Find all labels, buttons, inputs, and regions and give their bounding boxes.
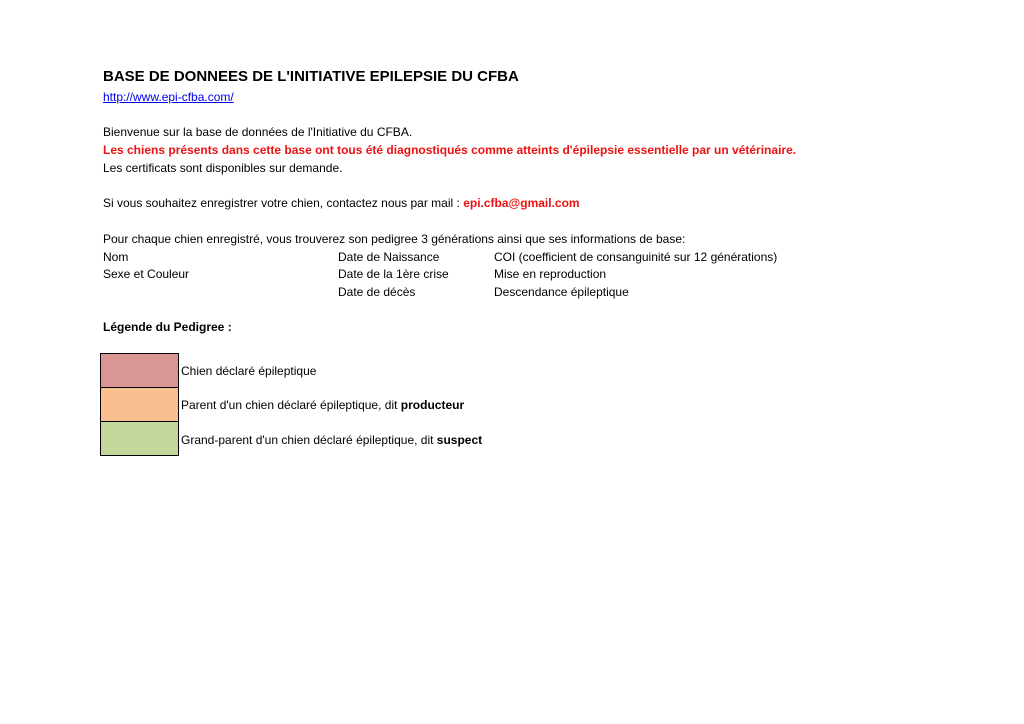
intro-certificates: Les certificats sont disponibles sur demande. — [103, 161, 343, 175]
info-field-name: Nom — [103, 250, 129, 264]
intro-welcome: Bienvenue sur la base de données de l'Initiative du CFBA. — [103, 125, 413, 139]
info-field-birth-date: Date de Naissance — [338, 250, 440, 264]
page-title: BASE DE DONNEES DE L'INITIATIVE EPILEPSIE DU CFBA — [103, 68, 519, 85]
info-field-epileptic-offspring: Descendance épileptique — [494, 285, 629, 299]
info-heading: Pour chaque chien enregistré, vous trouverez son pedigree 3 générations ainsi que ses informations de base: — [103, 232, 686, 246]
contact-text: Si vous souhaitez enregistrer votre chien, contactez nous par mail : — [103, 196, 464, 210]
info-field-death-date: Date de décès — [338, 285, 416, 299]
legend-label-epileptic — [181, 363, 316, 379]
info-field-coi: COI (coefficient de consanguinité sur 12 générations) — [494, 250, 778, 264]
contact-line — [103, 195, 580, 211]
legend-swatch-epileptic — [100, 353, 179, 388]
info-field-first-seizure: Date de la 1ère crise — [338, 267, 449, 281]
legend-text: Grand-parent d'un chien déclaré épileptique, dit — [181, 433, 437, 447]
legend-text: Parent d'un chien déclaré épileptique, dit — [181, 398, 401, 412]
contact-email[interactable]: epi.cfba@gmail.com — [463, 196, 580, 210]
legend-swatch-producer — [100, 387, 179, 422]
legend-label-producer — [181, 397, 464, 413]
info-field-sex-color: Sexe et Couleur — [103, 267, 190, 281]
legend-text: Chien déclaré épileptique — [181, 364, 317, 378]
legend-term-suspect: suspect — [436, 433, 483, 447]
website-link[interactable]: http://www.epi-cfba.com/ — [103, 90, 234, 104]
legend-swatch-suspect — [100, 421, 179, 456]
legend-label-suspect — [181, 432, 482, 448]
legend-heading: Légende du Pedigree : — [103, 320, 232, 334]
legend-term-producer: producteur — [400, 398, 465, 412]
info-field-breeding: Mise en reproduction — [494, 267, 607, 281]
intro-diagnosis-notice: Les chiens présents dans cette base ont tous été diagnostiqués comme atteints d'épilepsie essentielle par un vétérinaire. — [103, 143, 797, 157]
